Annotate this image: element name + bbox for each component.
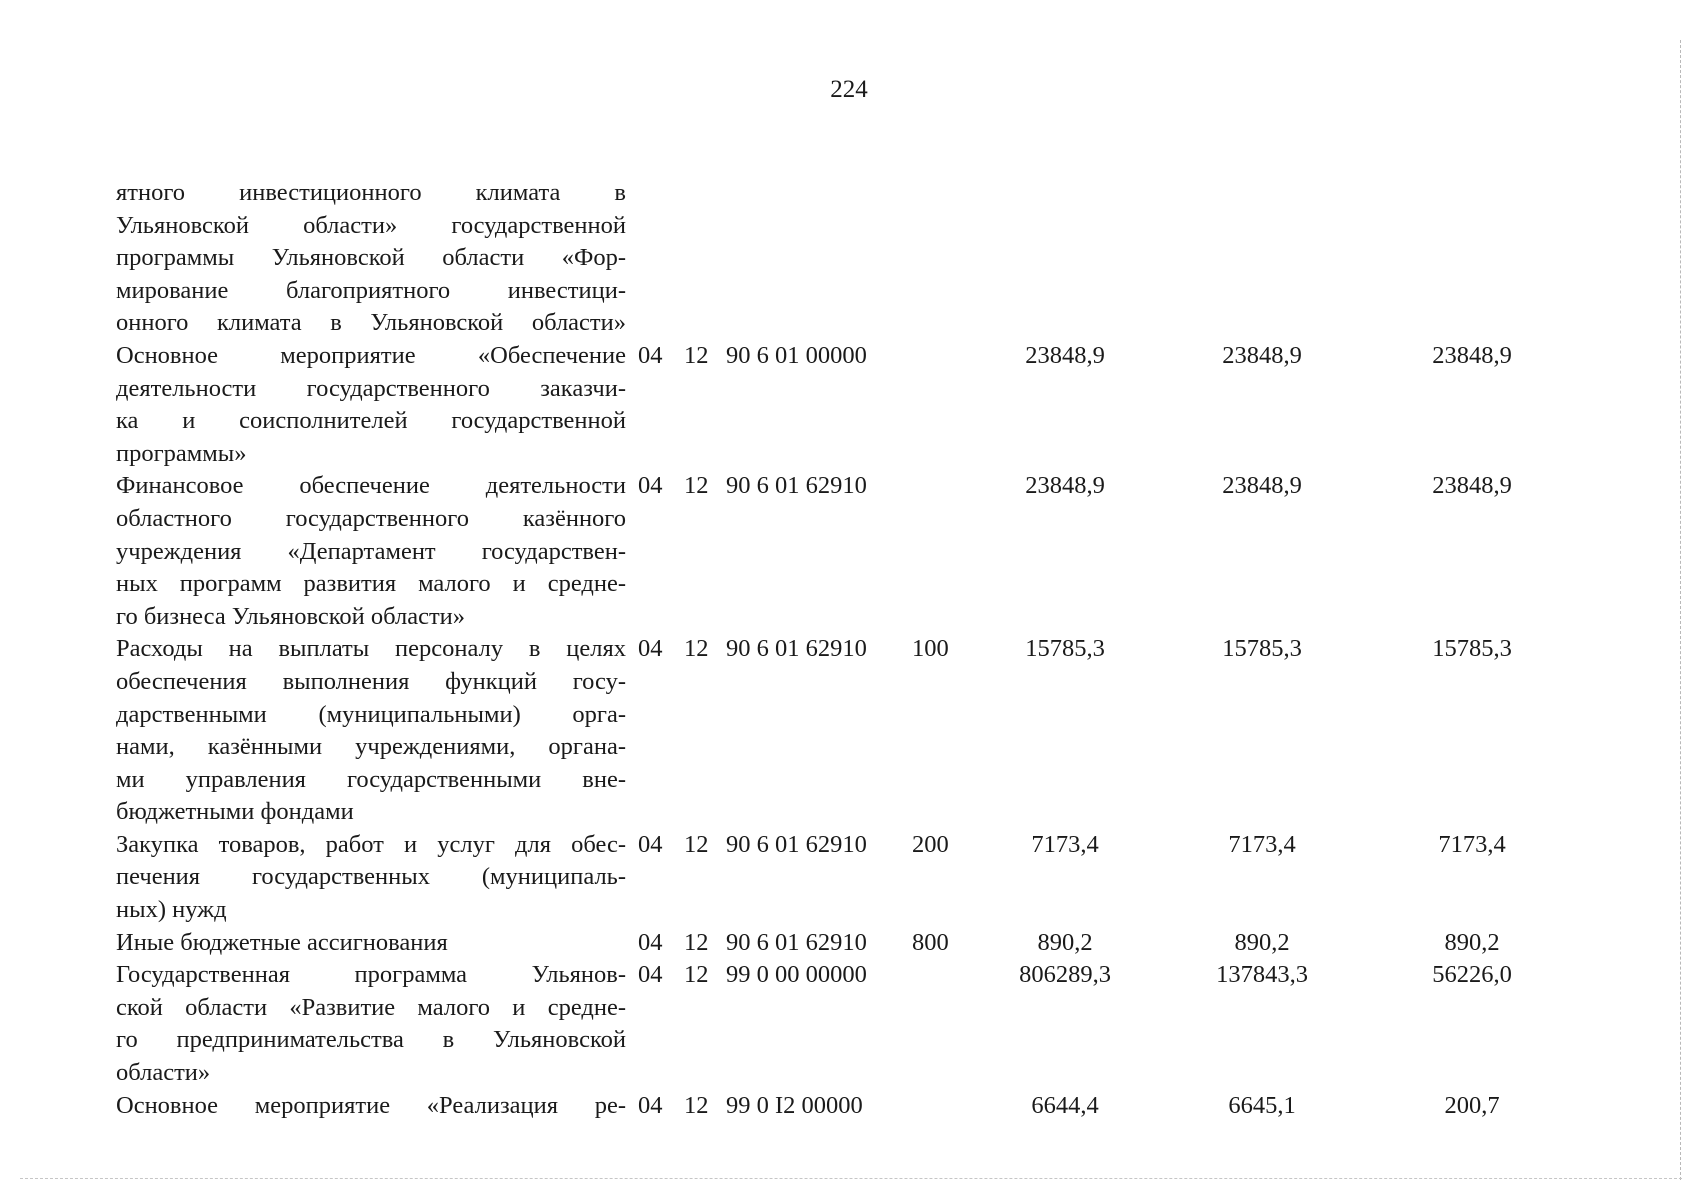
row-name-line: мирование благоприятного инвестици- [116,276,626,304]
rz-code: 04 [638,635,663,663]
amount-year-1 [972,177,1158,340]
expense-type-code [912,1090,972,1123]
amount-year-2: 23848,9 [1222,472,1302,500]
amount-year-3: 7173,4 [1438,830,1506,858]
amount-year-2: 6645,1 [1228,1091,1296,1119]
table-row [116,177,1578,340]
row-name-line: ка и соисполнителей государственной [116,407,626,435]
pr-code: 12 [684,635,709,663]
amount-year-3: 200,7 [1444,1091,1500,1119]
amount-year-3: 23848,9 [1432,341,1512,369]
row-name-line: нами, казёнными учреждениями, органа- [116,733,626,761]
row-name-line: го предпринимательства в Ульяновской [116,1026,626,1054]
target-article-code: 90 6 01 62910 [726,472,867,500]
rz-code: 04 [638,472,663,500]
row-name-line: печения государственных (муниципаль- [116,863,626,891]
row-name-line: ятного инвестиционного климата в [116,179,626,206]
expense-type-code [912,470,972,633]
amount-year-3: 23848,9 [1432,472,1512,500]
row-name-line: учреждения «Департамент государствен- [116,537,626,565]
amount-year-2: 137843,3 [1216,961,1308,989]
row-name-line: дарственными (муниципальными) орга- [116,700,626,728]
pr-code: 12 [684,1091,709,1119]
pr-code: 12 [684,830,709,858]
row-name-line: области» [116,1059,211,1087]
amount-year-2: 15785,3 [1222,635,1302,663]
row-name-line: деятельности государственного заказчи- [116,374,626,402]
row-name-line: Основное мероприятие «Обеспечение [116,341,626,369]
row-name-line: ской области «Развитие малого и средне- [116,993,626,1021]
expense-type-code [912,177,972,340]
expense-type-code: 200 [912,830,949,858]
rz-code [626,177,684,340]
row-name-line: Государственная программа Ульянов- [116,961,626,989]
amount-year-1: 23848,9 [1025,341,1105,369]
row-name-line: программы Ульяновской области «Фор- [116,244,626,272]
row-name-line: Основное мероприятие «Реализация ре- [116,1091,626,1119]
row-name-line: Ульяновской области» государственной [116,211,626,239]
amount-year-3 [1366,177,1578,340]
amount-year-3: 56226,0 [1432,961,1512,989]
scan-edge-bottom [20,1178,1682,1179]
row-name-line: онного климата в Ульяновской области» [116,309,626,337]
target-article-code: 90 6 01 62910 [726,928,867,956]
table-row [116,927,1578,960]
rz-code: 04 [638,928,663,956]
amount-year-1: 890,2 [1037,928,1093,956]
target-article-code: 90 6 01 62910 [726,635,867,663]
table-row [116,959,1578,1089]
expense-type-code [912,959,972,1089]
table-row [116,633,1578,829]
amount-year-2: 7173,4 [1228,830,1296,858]
row-name [116,340,626,470]
pr-code [684,177,726,340]
row-name [116,1090,626,1123]
amount-year-3: 890,2 [1444,928,1500,956]
rz-code: 04 [638,1091,663,1119]
row-name [116,959,626,1089]
row-name-line: областного государственного казённого [116,504,626,532]
row-name [116,927,626,960]
pr-code: 12 [684,472,709,500]
amount-year-3: 15785,3 [1432,635,1512,663]
table-body [116,177,1578,1122]
row-name-line: программы» [116,439,247,467]
row-name-line: Расходы на выплаты персоналу в целях [116,635,626,663]
row-name-line: го бизнеса Ульяновской области» [116,602,466,630]
scan-edge-right [1680,40,1681,1180]
target-article-code: 99 0 00 00000 [726,961,867,989]
amount-year-1: 15785,3 [1025,635,1105,663]
row-name-line: ных) нужд [116,896,227,924]
expense-type-code [912,340,972,470]
amount-year-1: 806289,3 [1019,961,1111,989]
row-name-line: ных программ развития малого и средне- [116,570,626,598]
target-article-code [726,177,912,340]
pr-code: 12 [684,928,709,956]
table-row [116,340,1578,470]
table-row [116,829,1578,927]
table-row [116,1090,1578,1123]
row-name [116,470,626,633]
table-row [116,470,1578,633]
row-name-line: обеспечения выполнения функций госу- [116,667,626,695]
amount-year-1: 23848,9 [1025,472,1105,500]
amount-year-2: 23848,9 [1222,341,1302,369]
pr-code: 12 [684,341,709,369]
amount-year-1: 6644,4 [1031,1091,1099,1119]
amount-year-2: 890,2 [1234,928,1290,956]
expense-type-code: 800 [912,928,949,956]
amount-year-2 [1158,177,1366,340]
amount-year-1: 7173,4 [1031,830,1099,858]
row-name-line: ми управления государственными вне- [116,765,626,793]
row-name-line: бюджетными фондами [116,798,354,826]
row-name [116,633,626,829]
page-number: 224 [830,76,868,103]
target-article-code: 90 6 01 62910 [726,830,867,858]
target-article-code: 99 0 I2 00000 [726,1091,863,1119]
budget-table [116,177,1578,1122]
target-article-code: 90 6 01 00000 [726,341,867,369]
rz-code: 04 [638,961,663,989]
expense-type-code: 100 [912,635,949,663]
row-name-line: Иные бюджетные ассигнования [116,928,448,956]
rz-code: 04 [638,830,663,858]
pr-code: 12 [684,961,709,989]
row-name [116,177,626,340]
row-name-line: Финансовое обеспечение деятельности [116,472,626,500]
row-name-line: Закупка товаров, работ и услуг для обес- [116,830,626,858]
rz-code: 04 [638,341,663,369]
row-name [116,829,626,927]
